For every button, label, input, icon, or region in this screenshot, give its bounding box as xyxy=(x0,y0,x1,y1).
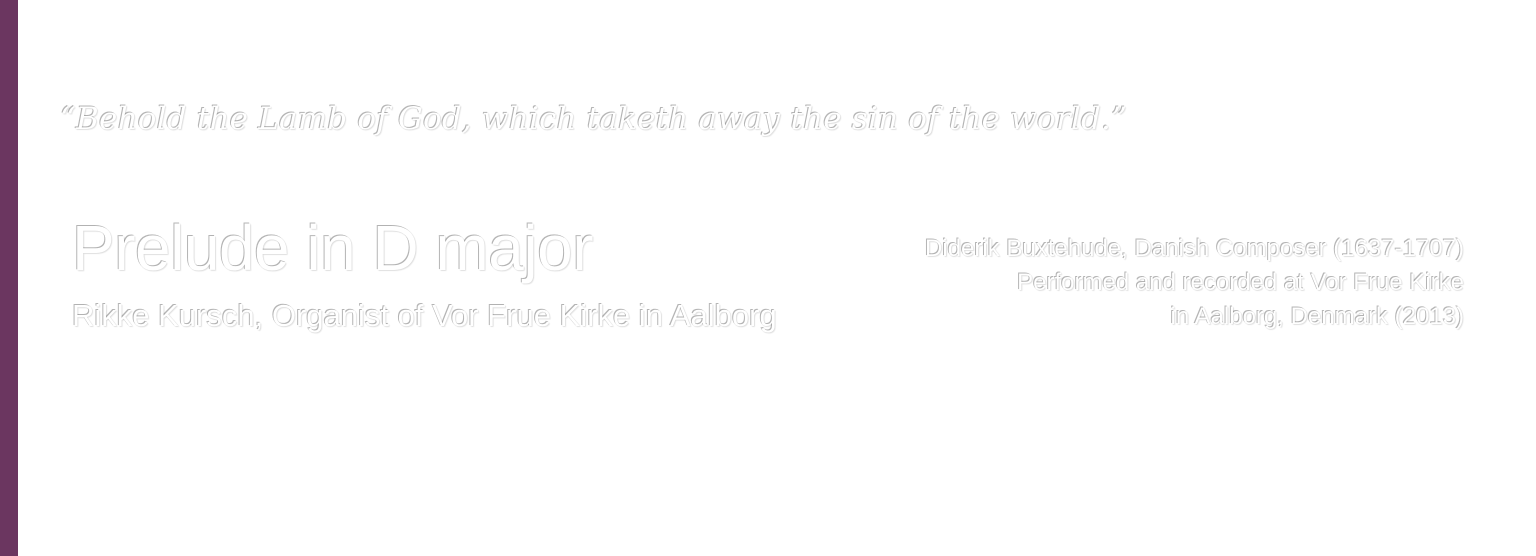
accent-bar xyxy=(0,0,18,556)
performer-line: Rikke Kursch, Organist of Vor Frue Kirke in Aalborg xyxy=(72,298,777,333)
composer-line: Diderik Buxtehude, Danish Composer (1637-1707) xyxy=(925,235,1464,262)
recording-line-2: in Aalborg, Denmark (2013) xyxy=(1170,303,1464,330)
credits-block xyxy=(925,232,1464,334)
piece-title: Prelude in D major xyxy=(72,212,593,284)
scripture-quote: “Behold the Lamb of God, which taketh away the sin of the world.” xyxy=(60,101,1128,137)
recording-line-1: Performed and recorded at Vor Frue Kirke xyxy=(1017,269,1464,296)
